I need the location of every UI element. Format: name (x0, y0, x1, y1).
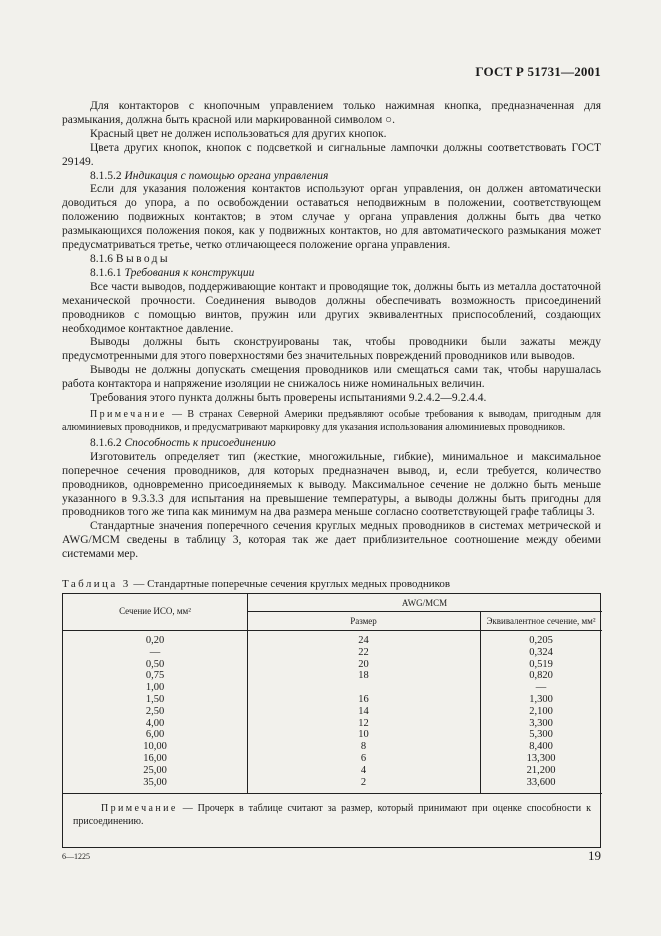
header-iso: Сечение ИСО, мм² (119, 606, 191, 616)
cell-size: 4 (360, 764, 367, 776)
table-note-label: Примечание (101, 803, 178, 814)
cell-iso: 4,00 (145, 717, 165, 729)
cell-equiv: 13,300 (526, 752, 556, 764)
cell-size: 10 (358, 729, 369, 741)
paragraph: Требования этого пункта должны быть проверены испытаниями 9.2.4.2—9.2.4.4. (90, 392, 487, 405)
cell-size (247, 682, 480, 694)
section-title: Выводы (115, 252, 171, 265)
paragraph: Изготовитель определяет тип (жесткие, многожильные, гибкие), минимальное и максимальное поперечное сечения проводников, для которых предназначен вывод, и, если требуется, количество проводников, одновременно присоединяемых к выводу. Максимальное сечение не должно быть меньше указанного в 9.3.3.3 для испытания на превышение температуры, а выводы должны быть пригодны для проводников того же типа как минимум на два размера меньше согласно соответствующей графе таблицы 3. (62, 450, 601, 519)
table-note-text: — Прочерк в таблице считают за размер, который принимают при оценке способности к присоединению. (73, 803, 591, 827)
paragraph: Стандартные значения поперечного сечения круглых медных проводников в системах метрической и AWG/MCM сведены в таблицу 3, которая так же дает приблизительное соотношение между обеими системами мер. (62, 520, 601, 561)
header-equiv: Эквивалентное сечение, мм² (486, 616, 596, 626)
note-label: Примечание (90, 408, 167, 420)
table-divider (247, 611, 602, 612)
section-heading (90, 437, 601, 451)
paragraph: Красный цвет не должен использоваться для других кнопок. (90, 127, 387, 140)
paragraph: Цвета других кнопок, кнопок с подсветкой и сигнальные лампочки должны соответствовать ГОСТ 29149. (62, 141, 601, 168)
cell-iso: 6,00 (145, 729, 165, 741)
cell-size: 20 (358, 658, 369, 670)
section-heading (90, 253, 601, 267)
cell-equiv: — (535, 682, 547, 694)
column-iso (63, 635, 247, 788)
footer-code: 6—1225 (62, 852, 90, 861)
column-size (247, 635, 480, 788)
cell-size: 12 (358, 717, 369, 729)
paragraph: Выводы должны быть сконструированы так, чтобы проводники были зажаты между предусмотренными для этого поверхностями без значительных повреждений проводников или выводов. (62, 336, 601, 363)
section-title: Требования к конструкции (124, 266, 255, 279)
cell-size: 22 (358, 646, 369, 658)
table-caption (62, 578, 450, 590)
section-number: 8.1.6.1 (90, 266, 122, 279)
cell-equiv: 5,300 (529, 729, 553, 741)
cell-size: 2 (360, 776, 367, 788)
cell-equiv: 0,820 (529, 670, 553, 682)
cell-iso: 10,00 (143, 741, 167, 753)
cell-equiv: 0,324 (529, 646, 553, 658)
paragraph: Для контакторов с кнопочным управлением только нажимная кнопка, предназначенная для размыкания, должна быть красной или маркированной символом ○. (62, 100, 601, 126)
cell-iso: 0,75 (145, 670, 165, 682)
section-number: 8.1.6 (90, 252, 113, 265)
page-number: 19 (588, 848, 601, 863)
cell-equiv: 33,600 (526, 776, 556, 788)
header-size: Размер (350, 616, 377, 626)
cell-iso: 0,20 (145, 635, 165, 646)
cell-iso: 35,00 (143, 776, 167, 788)
table-divider (63, 630, 602, 631)
section-title: Способность к присоединению (124, 436, 276, 449)
header-awg: AWG/MCM (401, 598, 448, 608)
section-heading (90, 170, 601, 184)
section-heading (90, 267, 601, 281)
paragraph: Все части выводов, поддерживающие контакт и проводящие ток, должны быть из металла достаточной механической прочности. Соединения выводов должны обеспечивать возможность присоединений проводников с помощью винтов, пружин или других эквивалентных приспособлений, создающих необходимое контактное давление. (62, 280, 601, 335)
note (62, 408, 601, 434)
cell-size: 16 (358, 693, 369, 705)
cell-size: 14 (358, 705, 369, 717)
paragraph: Выводы не должны допускать смещения проводников или смещаться сами так, чтобы нарушалась работа контактора и напряжение изоляции не снижалось ниже номинальных величин. (62, 364, 601, 391)
cell-equiv: 8,400 (529, 741, 553, 753)
cell-size: 18 (358, 670, 369, 682)
table-note (73, 802, 591, 828)
cell-equiv: 2,100 (529, 705, 553, 717)
cell-iso: 25,00 (143, 764, 167, 776)
cell-size: 24 (358, 635, 369, 646)
cell-iso: 1,00 (145, 682, 165, 694)
cell-iso: 16,00 (143, 752, 167, 764)
column-equiv (480, 635, 602, 788)
cell-size: 8 (360, 741, 367, 753)
cell-iso: 0,50 (145, 658, 165, 670)
cell-equiv: 3,300 (529, 717, 553, 729)
cell-size: 6 (360, 752, 367, 764)
table-divider (63, 793, 602, 794)
cell-equiv: 0,205 (529, 635, 553, 646)
section-number: 8.1.6.2 (90, 436, 122, 449)
paragraph: Если для указания положения контактов используют орган управления, он должен автоматически доводиться до упора, а по освобождении оставаться неподвижным в положении, соответствующем положению подвижных контактов; в этом случае у органа управления должны быть два четко размыкающихся положения покоя, как у подвижных контактов, но для автоматического размыкания может предусматриваться третье, четко отличающееся положение органа управления. (62, 183, 601, 252)
note-text: — В странах Северной Америки предъявляют особые требования к выводам, пригодным для алюминиевых проводников, и предусматривают маркировку для указания использования алюминиевых проводников. (62, 408, 601, 433)
body-text (62, 100, 601, 562)
conductor-table (62, 593, 601, 848)
cell-equiv: 21,200 (526, 764, 556, 776)
section-title: Индикация с помощью органа управления (124, 169, 329, 182)
table-caption-label: Таблица 3 (62, 578, 131, 590)
cell-iso: — (149, 646, 161, 658)
document-code: ГОСТ Р 51731—2001 (475, 64, 601, 79)
cell-iso: 1,50 (145, 693, 165, 705)
cell-equiv: 0,519 (529, 658, 553, 670)
section-number: 8.1.5.2 (90, 169, 122, 182)
table-caption-text: — Стандартные поперечные сечения круглых медных проводников (130, 578, 451, 590)
cell-equiv: 1,300 (529, 693, 553, 705)
cell-iso: 2,50 (145, 705, 165, 717)
